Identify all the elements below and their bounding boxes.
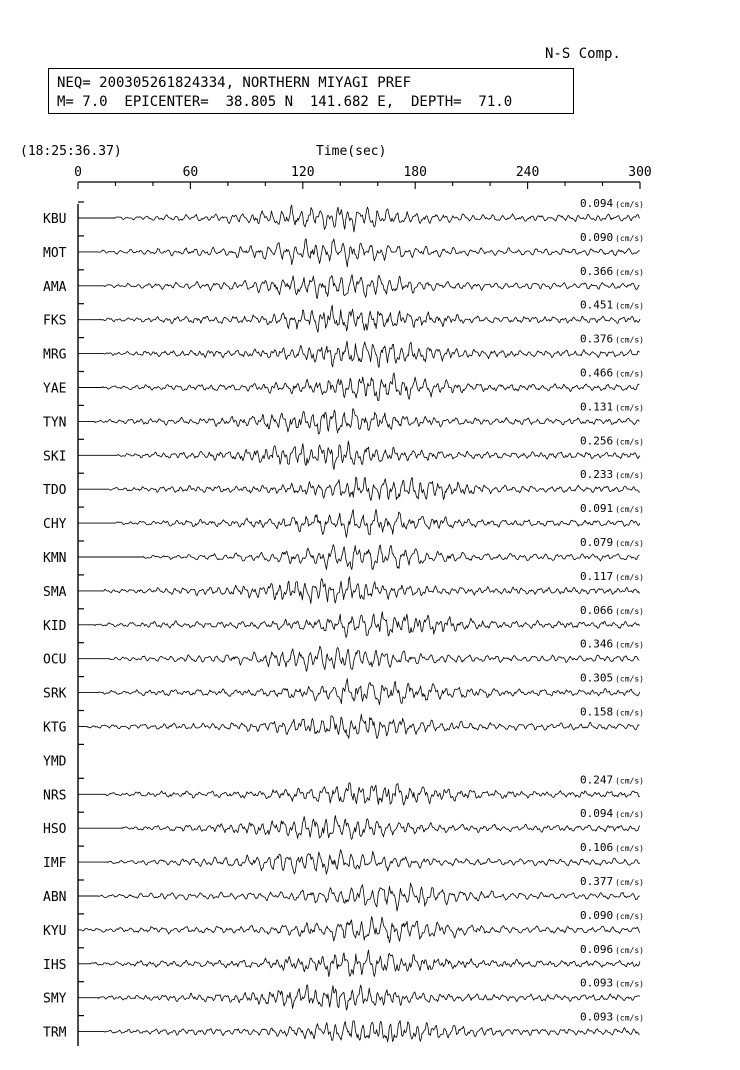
station-label: TDO <box>43 483 67 499</box>
max-amplitude-label: 0.366 (cm/s) <box>579 264 644 278</box>
time-axis <box>74 165 652 189</box>
max-amplitude-label: 0.094 (cm/s) <box>579 807 644 821</box>
component-label: N-S Comp. <box>545 46 621 62</box>
station-label: YMD <box>43 754 67 770</box>
waveform-trace <box>91 950 640 977</box>
max-amplitude-label: 0.066 (cm/s) <box>579 603 644 617</box>
waveform-trace <box>101 305 641 332</box>
waveform-trace <box>99 985 640 1010</box>
waveform-trace <box>123 816 640 840</box>
max-amplitude-label: 0.090 (cm/s) <box>579 230 644 244</box>
max-amplitude-label: 0.158 (cm/s) <box>579 705 644 719</box>
max-amplitude-label: 0.346 (cm/s) <box>579 637 644 651</box>
max-amplitude-label: 0.247 (cm/s) <box>579 773 644 787</box>
waveform-trace <box>102 373 639 401</box>
traces <box>43 197 644 1042</box>
max-amplitude-label: 0.106 (cm/s) <box>579 841 644 855</box>
max-amplitude-label: 0.131 (cm/s) <box>579 400 644 414</box>
x-tick-label: 180 <box>403 165 427 180</box>
waveform-trace <box>99 679 640 705</box>
max-amplitude-label: 0.377 (cm/s) <box>579 875 644 888</box>
x-tick-label: 120 <box>291 165 315 180</box>
x-tick-label: 60 <box>182 165 199 180</box>
max-amplitude-label: 0.466 (cm/s) <box>579 366 644 380</box>
waveform-trace <box>87 714 639 738</box>
x-tick-label: 300 <box>628 165 652 180</box>
max-amplitude-label: 0.093 (cm/s) <box>579 976 644 990</box>
max-amplitude-label: 0.096 (cm/s) <box>579 942 644 956</box>
station-label: ABN <box>43 890 67 905</box>
station-label: MRG <box>43 347 67 363</box>
max-amplitude-label: 0.094 (cm/s) <box>579 197 644 210</box>
station-label: SRK <box>43 686 67 702</box>
station-label: SMA <box>43 584 67 600</box>
waveform-trace <box>104 341 639 367</box>
max-amplitude-label: 0.451 (cm/s) <box>579 298 644 312</box>
waveform-trace <box>104 577 639 604</box>
station-label: IHS <box>43 957 67 973</box>
station-label: KBU <box>43 212 67 227</box>
station-label: TRM <box>43 1025 67 1041</box>
max-amplitude-label: 0.091 (cm/s) <box>579 502 644 516</box>
max-amplitude-label: 0.256 (cm/s) <box>579 434 644 448</box>
station-label: IMF <box>43 856 67 872</box>
station-label: FKS <box>43 313 67 329</box>
waveform-trace <box>106 783 640 805</box>
max-amplitude-label: 0.090 (cm/s) <box>579 908 644 922</box>
start-time-label: (18:25:36.37) <box>20 144 122 159</box>
x-tick-label: 0 <box>74 165 82 180</box>
max-amplitude-label: 0.079 (cm/s) <box>579 536 644 549</box>
waveform-trace <box>104 275 639 299</box>
station-label: TYN <box>43 415 67 431</box>
waveform-trace <box>99 883 640 911</box>
waveform-trace <box>95 409 640 434</box>
station-label: KTG <box>43 720 67 736</box>
station-label: NRS <box>43 788 67 804</box>
max-amplitude-label: 0.233 (cm/s) <box>579 468 644 482</box>
station-label: SKI <box>43 449 67 465</box>
max-amplitude-label: 0.376 (cm/s) <box>579 332 644 346</box>
waveform-trace <box>144 545 640 570</box>
waveform-trace <box>82 917 640 943</box>
event-id-line: NEQ= 200305261824334, NORTHERN MIYAGI PREF <box>57 75 412 91</box>
station-label: SMY <box>43 991 67 1007</box>
waveform-trace <box>108 850 640 875</box>
station-label: CHY <box>43 517 67 533</box>
station-label: KMN <box>43 551 67 566</box>
station-label: HSO <box>43 822 67 838</box>
station-label: OCU <box>43 652 67 668</box>
event-params-line: M= 7.0 EPICENTER= 38.805 N 141.682 E, DEPTH= 71.0 <box>57 94 513 110</box>
station-label: KYU <box>43 923 67 939</box>
waveform-trace <box>108 477 640 500</box>
waveform-trace <box>110 646 640 671</box>
max-amplitude-label: 0.093 (cm/s) <box>579 1010 644 1024</box>
station-label: AMA <box>43 279 67 295</box>
max-amplitude-label: 0.117 (cm/s) <box>579 569 644 583</box>
x-axis-title: Time(sec) <box>316 144 387 159</box>
waveform-trace <box>117 441 640 470</box>
waveform-trace <box>104 1021 639 1042</box>
station-label: KID <box>43 618 67 634</box>
waveform-trace <box>116 205 640 232</box>
x-tick-label: 240 <box>515 165 540 180</box>
station-label: YAE <box>43 381 67 397</box>
waveform-trace <box>95 612 640 638</box>
waveform-trace <box>116 509 640 537</box>
station-label: MOT <box>43 245 67 261</box>
max-amplitude-label: 0.305 (cm/s) <box>579 671 644 685</box>
waveform-trace <box>99 239 640 267</box>
